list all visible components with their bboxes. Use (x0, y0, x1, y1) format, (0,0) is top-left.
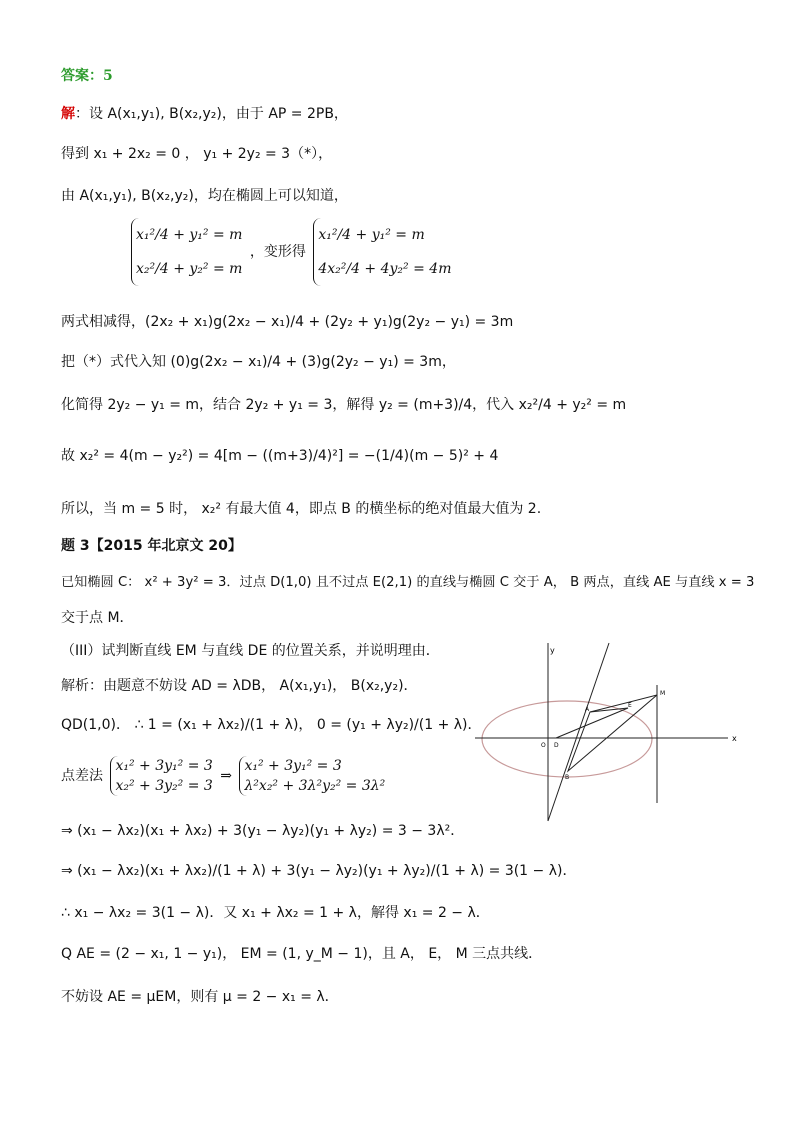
system-1-eq-1: x₁²/4 + y₁² = m (136, 227, 243, 243)
system-3-eq-2: x₂² + 3y₂² = 3 (115, 778, 213, 794)
question-3-line-5: QD(1,0)． ∴ 1 = (x₁ + λx₂)/(1 + λ)， 0 = (y₁ + λy₂)/(1 + λ)． (61, 717, 482, 733)
label-d: D (554, 742, 559, 749)
label-o: O (541, 742, 546, 749)
ellipse-figure (470, 635, 740, 825)
x-axis-label: x (732, 734, 737, 743)
solution-line-5: 两式相减得，(2x₂ + x₁)g(2x₂ − x₁)/4 + (2y₂ + y₁)g(2y₂ − y₁) = 3m (61, 314, 514, 330)
label-e: E (628, 702, 632, 709)
solution-line-3: 由 A(x₁,y₁), B(x₂,y₂)，均在椭圆上可以知道， (61, 188, 348, 204)
system-4-eq-2: λ²x₂² + 3λ²y₂² = 3λ² (244, 778, 386, 794)
solution-label: 解 (61, 106, 75, 122)
system-3 (110, 756, 212, 796)
question-3-line-2: 交于点 M． (61, 610, 134, 626)
question-3-line-9: ∴ x₁ − λx₂ = 3(1 − λ)．又 x₁ + λx₂ = 1 + λ，解得 x₁ = 2 − λ． (61, 905, 490, 921)
transform-text: ，变形得 (249, 244, 306, 260)
answer-label: 答案： (61, 68, 103, 84)
point-difference-label: 点差法 (61, 768, 103, 784)
line-through-d (548, 643, 609, 821)
question-3-source: 【2015 年北京文 20】 (89, 538, 242, 554)
system-2-eq-1: x₁²/4 + y₁² = m (318, 227, 425, 243)
solution-line-2: 得到 x₁ + 2x₂ = 0 ， y₁ + 2y₂ = 3（*）， (61, 146, 333, 162)
solution-systems (128, 218, 454, 286)
y-axis-label: y (550, 646, 555, 655)
solution-line-9: 所以，当 m = 5 时， x₂² 有最大值 4，即点 B 的横坐标的绝对值最大值为 2. (61, 501, 542, 517)
question-3-number: 题 3 (61, 538, 90, 554)
label-b: B (565, 774, 570, 781)
question-3-line-11: 不妨设 AE = μEM，则有 μ = 2 − x₁ = λ． (61, 989, 339, 1005)
solution-line-8: 故 x₂² = 4(m − y₂²) = 4[m − ((m+3)/4)²] = −(1/4)(m − 5)² + 4 (61, 448, 499, 464)
implies-arrow: ⇒ (220, 768, 232, 784)
label-a: A (585, 706, 590, 713)
solution-line-1 (61, 105, 348, 123)
system-4 (239, 756, 385, 796)
solution-text-1: ：设 A(x₁,y₁), B(x₂,y₂)，由于 AP = 2PB， (75, 106, 348, 122)
answer-value: 5 (103, 68, 113, 84)
triangle-amb (568, 695, 657, 771)
question-3-line-4: 解析：由题意不妨设 AD = λDB， A(x₁,y₁)， B(x₂,y₂)． (61, 678, 418, 694)
question-3-line-1: 已知椭圆 C： x² + 3y² = 3．过点 D(1,0) 且不过点 E(2,1) 的直线与椭圆 C 交于 A， B 两点，直线 AE 与直线 x = 3 (61, 575, 755, 590)
system-4-eq-1: x₁² + 3y₁² = 3 (244, 758, 342, 774)
question-3-line-8: ⇒ (x₁ − λx₂)(x₁ + λx₂)/(1 + λ) + 3(y₁ − λy₂)(y₁ + λy₂)/(1 + λ) = 3(1 − λ)． (61, 863, 577, 879)
segment-de (556, 708, 628, 738)
system-1 (131, 218, 242, 286)
system-2 (313, 218, 451, 286)
question-3-title (61, 537, 242, 555)
system-3-eq-1: x₁² + 3y₁² = 3 (115, 758, 213, 774)
system-1-eq-2: x₂²/4 + y₂² = m (136, 261, 243, 277)
answer-line (61, 67, 113, 85)
solution-line-7: 化简得 2y₂ − y₁ = m，结合 2y₂ + y₁ = 3，解得 y₂ = (m+3)/4，代入 x₂²/4 + y₂² = m (61, 397, 627, 413)
question-3-line-10: Q AE = (2 − x₁, 1 − y₁)， EM = (1, y_M − 1)，且 A， E， M 三点共线． (61, 946, 543, 962)
label-m: M (660, 690, 666, 697)
system-2-eq-2: 4x₂²/4 + 4y₂² = 4m (318, 261, 452, 277)
question-3-line-7: ⇒ (x₁ − λx₂)(x₁ + λx₂) + 3(y₁ − λy₂)(y₁ + λy₂) = 3 − 3λ²． (61, 823, 465, 839)
question-3-line-6 (61, 756, 388, 796)
solution-line-6: 把（*）式代入知 (0)g(2x₂ − x₁)/4 + (3)g(2y₂ − y₁) = 3m， (61, 354, 456, 370)
question-3-line-3: （III）试判断直线 EM 与直线 DE 的位置关系，并说明理由． (61, 643, 440, 659)
